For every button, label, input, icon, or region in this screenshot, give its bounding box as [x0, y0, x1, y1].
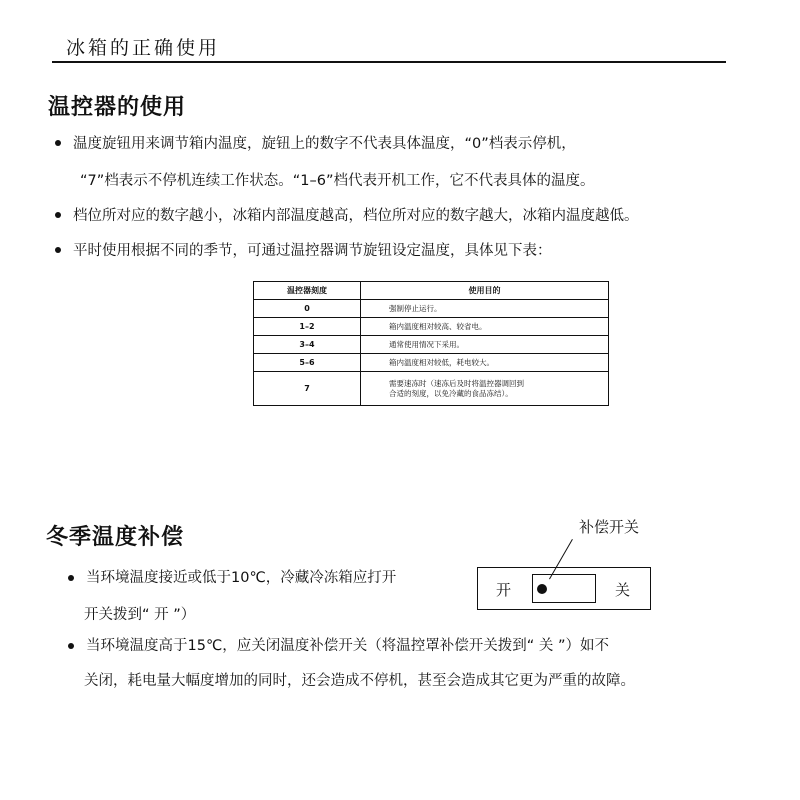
table-cell-use-line-1: 需要速冻时（速冻后及时将温控器调回到 [389, 378, 524, 388]
table-header-scale: 温控器刻度 [254, 282, 361, 300]
table-cell-scale: 7 [254, 372, 361, 406]
winter-bullet-2-line-2: 关闭，耗电量大幅度增加的同时，还会造成不停机，甚至会造成其它更为严重的故障。 [84, 673, 635, 689]
table-row [254, 354, 609, 372]
header-rule [52, 61, 726, 63]
switch-on-label: 开 [496, 581, 512, 599]
thermostat-section-title: 温控器的使用 [48, 95, 187, 120]
table-cell-use: 箱内温度相对较低，耗电较大。 [361, 354, 609, 372]
table-header-row [254, 282, 609, 300]
compensation-switch-caption: 补偿开关 [579, 518, 640, 536]
bullet-icon [55, 247, 61, 253]
thermostat-bullet-3-line-1: 平时使用根据不同的季节，可通过温控器调节旋钮设定温度，具体见下表： [73, 243, 552, 259]
table-row [254, 372, 609, 406]
winter-bullet-2-line-1: 当环境温度高于15℃，应关闭温度补偿开关（将温控罩补偿开关拨到“ 关 ”）如不 [86, 638, 609, 654]
table-cell-scale: 0 [254, 300, 361, 318]
bullet-icon [68, 575, 74, 581]
thermostat-bullet-2-line-1: 档位所对应的数字越小，冰箱内部温度越高，档位所对应的数字越大，冰箱内温度越低。 [73, 208, 639, 224]
table-row [254, 318, 609, 336]
winter-bullet-1-line-2: 开关拨到“ 开 ”） [84, 607, 196, 623]
table-cell-use: 通常使用情况下采用。 [361, 336, 609, 354]
winter-bullet-1-line-1: 当环境温度接近或低于10℃，冷藏冷冻箱应打开 [86, 570, 397, 586]
bullet-icon [55, 140, 61, 146]
bullet-icon [68, 643, 74, 649]
table-cell-scale: 3–4 [254, 336, 361, 354]
thermostat-settings-table [253, 281, 609, 406]
table-cell-use: 强制停止运行。 [361, 300, 609, 318]
switch-off-label: 关 [615, 581, 631, 599]
table-row [254, 336, 609, 354]
thermostat-bullet-1-line-2: “7”档表示不停机连续工作状态。“1–6”档代表开机工作，它不代表具体的温度。 [80, 173, 595, 189]
page-header-title: 冰箱的正确使用 [66, 37, 221, 59]
bullet-icon [55, 212, 61, 218]
thermostat-bullet-1-line-1: 温度旋钮用来调节箱内温度，旋钮上的数字不代表具体温度，“0”档表示停机， [73, 136, 576, 152]
winter-section-title: 冬季温度补偿 [46, 525, 185, 550]
switch-knob-icon [537, 584, 547, 594]
table-cell-use-line-2: 合适的刻度，以免冷藏的食品冻结）。 [389, 388, 513, 398]
table-cell-scale: 5–6 [254, 354, 361, 372]
table-cell-use [361, 372, 609, 406]
table-cell-use: 箱内温度相对较高、较省电。 [361, 318, 609, 336]
table-header-use: 使用目的 [361, 282, 609, 300]
table-cell-scale: 1–2 [254, 318, 361, 336]
table-row [254, 300, 609, 318]
